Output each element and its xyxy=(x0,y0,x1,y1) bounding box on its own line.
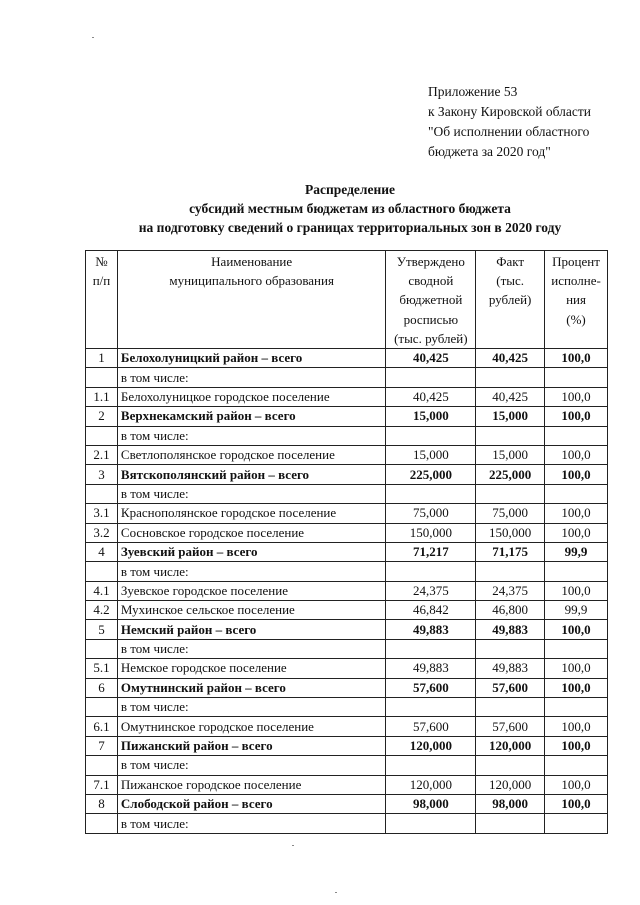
fact-amount: 120,000 xyxy=(476,775,545,794)
table-row xyxy=(86,620,608,639)
subsidy-table xyxy=(85,250,608,834)
row-number: 1.1 xyxy=(86,387,118,406)
municipality-name: Омутнинское городское поселение xyxy=(117,717,386,736)
table-row xyxy=(86,659,608,678)
execution-percent xyxy=(545,426,608,445)
municipality-name: Немский район – всего xyxy=(117,620,386,639)
fact-amount: 15,000 xyxy=(476,445,545,464)
municipality-name: Белохолуницкий район – всего xyxy=(117,349,386,368)
fact-amount xyxy=(476,562,545,581)
table-row xyxy=(86,542,608,561)
approved-amount: 40,425 xyxy=(386,387,476,406)
fact-amount xyxy=(476,698,545,717)
row-number xyxy=(86,698,118,717)
scan-speck xyxy=(335,892,337,893)
execution-percent: 100,0 xyxy=(545,349,608,368)
approved-amount: 49,883 xyxy=(386,620,476,639)
table-row xyxy=(86,445,608,464)
fact-amount: 57,600 xyxy=(476,717,545,736)
execution-percent: 100,0 xyxy=(545,445,608,464)
municipality-name: Пижанское городское поселение xyxy=(117,775,386,794)
title-line: Распределение xyxy=(304,182,396,197)
approved-amount xyxy=(386,698,476,717)
table-header-row xyxy=(86,251,608,349)
row-number: 5.1 xyxy=(86,659,118,678)
approved-amount: 15,000 xyxy=(386,445,476,464)
municipality-name: в том числе: xyxy=(117,814,386,833)
row-number xyxy=(86,368,118,387)
row-number xyxy=(86,814,118,833)
fact-amount: 150,000 xyxy=(476,523,545,542)
fact-amount xyxy=(476,639,545,658)
approved-amount: 57,600 xyxy=(386,717,476,736)
table-row xyxy=(86,717,608,736)
approved-amount xyxy=(386,426,476,445)
execution-percent xyxy=(545,698,608,717)
row-number: 2.1 xyxy=(86,445,118,464)
table-row xyxy=(86,407,608,426)
municipality-name: Сосновское городское поселение xyxy=(117,523,386,542)
approved-amount: 225,000 xyxy=(386,465,476,484)
table-row xyxy=(86,795,608,814)
title-line: субсидий местным бюджетам из областного бюджета xyxy=(189,201,511,216)
table-row xyxy=(86,639,608,658)
fact-amount xyxy=(476,426,545,445)
header-percent: Процент исполне- ния (%) xyxy=(545,251,608,349)
execution-percent: 100,0 xyxy=(545,620,608,639)
scan-speck xyxy=(292,845,294,846)
approved-amount: 120,000 xyxy=(386,775,476,794)
approved-amount xyxy=(386,639,476,658)
table-row xyxy=(86,465,608,484)
table-row xyxy=(86,387,608,406)
table-row xyxy=(86,736,608,755)
execution-percent: 100,0 xyxy=(545,581,608,600)
table-row xyxy=(86,426,608,445)
scan-speck xyxy=(92,37,94,38)
municipality-name: Зуевский район – всего xyxy=(117,542,386,561)
execution-percent xyxy=(545,814,608,833)
fact-amount xyxy=(476,368,545,387)
row-number: 7 xyxy=(86,736,118,755)
approved-amount: 57,600 xyxy=(386,678,476,697)
fact-amount: 75,000 xyxy=(476,504,545,523)
approved-amount xyxy=(386,562,476,581)
header-number: № п/п xyxy=(86,251,118,349)
municipality-name: Вятскополянский район – всего xyxy=(117,465,386,484)
table-row xyxy=(86,601,608,620)
municipality-name: в том числе: xyxy=(117,698,386,717)
approved-amount: 46,842 xyxy=(386,601,476,620)
municipality-name: Верхнекамский район – всего xyxy=(117,407,386,426)
fact-amount: 49,883 xyxy=(476,659,545,678)
execution-percent: 100,0 xyxy=(545,775,608,794)
row-number: 3.1 xyxy=(86,504,118,523)
municipality-name: Краснополянское городское поселение xyxy=(117,504,386,523)
document-title xyxy=(0,180,640,237)
appendix-line: "Об исполнении областного xyxy=(428,124,590,139)
municipality-name: в том числе: xyxy=(117,368,386,387)
row-number xyxy=(86,426,118,445)
row-number xyxy=(86,562,118,581)
execution-percent xyxy=(545,639,608,658)
municipality-name: Омутнинский район – всего xyxy=(117,678,386,697)
row-number: 3.2 xyxy=(86,523,118,542)
fact-amount xyxy=(476,756,545,775)
fact-amount: 24,375 xyxy=(476,581,545,600)
execution-percent xyxy=(545,484,608,503)
table-row xyxy=(86,756,608,775)
row-number xyxy=(86,484,118,503)
execution-percent xyxy=(545,756,608,775)
municipality-name: Мухинское сельское поселение xyxy=(117,601,386,620)
municipality-name: в том числе: xyxy=(117,484,386,503)
municipality-name: Светлополянское городское поселение xyxy=(117,445,386,464)
municipality-name: в том числе: xyxy=(117,426,386,445)
row-number: 8 xyxy=(86,795,118,814)
table-row xyxy=(86,504,608,523)
execution-percent: 100,0 xyxy=(545,465,608,484)
row-number: 5 xyxy=(86,620,118,639)
municipality-name: Немское городское поселение xyxy=(117,659,386,678)
row-number xyxy=(86,756,118,775)
title-line: на подготовку сведений о границах территориальных зон в 2020 году xyxy=(138,220,562,235)
appendix-line: к Закону Кировской области xyxy=(428,104,592,119)
approved-amount: 24,375 xyxy=(386,581,476,600)
execution-percent xyxy=(545,368,608,387)
row-number: 4.1 xyxy=(86,581,118,600)
row-number: 6.1 xyxy=(86,717,118,736)
approved-amount: 15,000 xyxy=(386,407,476,426)
table-row xyxy=(86,698,608,717)
approved-amount xyxy=(386,814,476,833)
municipality-name: в том числе: xyxy=(117,639,386,658)
execution-percent: 100,0 xyxy=(545,736,608,755)
fact-amount: 40,425 xyxy=(476,387,545,406)
execution-percent: 100,0 xyxy=(545,678,608,697)
execution-percent: 99,9 xyxy=(545,601,608,620)
execution-percent: 99,9 xyxy=(545,542,608,561)
approved-amount: 40,425 xyxy=(386,349,476,368)
execution-percent: 100,0 xyxy=(545,659,608,678)
fact-amount: 71,175 xyxy=(476,542,545,561)
fact-amount: 49,883 xyxy=(476,620,545,639)
municipality-name: в том числе: xyxy=(117,562,386,581)
approved-amount: 75,000 xyxy=(386,504,476,523)
execution-percent: 100,0 xyxy=(545,523,608,542)
header-fact: Факт (тыс. рублей) xyxy=(476,251,545,349)
table-row xyxy=(86,678,608,697)
approved-amount: 71,217 xyxy=(386,542,476,561)
row-number: 4 xyxy=(86,542,118,561)
table-row xyxy=(86,814,608,833)
execution-percent: 100,0 xyxy=(545,387,608,406)
appendix-line: Приложение 53 xyxy=(428,84,518,99)
table-row xyxy=(86,562,608,581)
fact-amount: 57,600 xyxy=(476,678,545,697)
execution-percent xyxy=(545,562,608,581)
table-row xyxy=(86,368,608,387)
fact-amount: 15,000 xyxy=(476,407,545,426)
approved-amount xyxy=(386,484,476,503)
row-number: 2 xyxy=(86,407,118,426)
header-name: Наименование муниципального образования xyxy=(117,251,386,349)
row-number xyxy=(86,639,118,658)
fact-amount: 225,000 xyxy=(476,465,545,484)
approved-amount: 120,000 xyxy=(386,736,476,755)
fact-amount: 120,000 xyxy=(476,736,545,755)
approved-amount xyxy=(386,368,476,387)
municipality-name: в том числе: xyxy=(117,756,386,775)
municipality-name: Белохолуницкое городское поселение xyxy=(117,387,386,406)
approved-amount: 49,883 xyxy=(386,659,476,678)
row-number: 3 xyxy=(86,465,118,484)
fact-amount xyxy=(476,484,545,503)
row-number: 6 xyxy=(86,678,118,697)
municipality-name: Зуевское городское поселение xyxy=(117,581,386,600)
row-number: 4.2 xyxy=(86,601,118,620)
approved-amount xyxy=(386,756,476,775)
municipality-name: Пижанский район – всего xyxy=(117,736,386,755)
municipality-name: Слободской район – всего xyxy=(117,795,386,814)
table-row xyxy=(86,349,608,368)
execution-percent: 100,0 xyxy=(545,407,608,426)
execution-percent: 100,0 xyxy=(545,717,608,736)
appendix-line: бюджета за 2020 год" xyxy=(428,144,551,159)
appendix-note xyxy=(428,82,628,162)
fact-amount: 98,000 xyxy=(476,795,545,814)
table-row xyxy=(86,523,608,542)
approved-amount: 150,000 xyxy=(386,523,476,542)
table-row xyxy=(86,484,608,503)
execution-percent: 100,0 xyxy=(545,504,608,523)
approved-amount: 98,000 xyxy=(386,795,476,814)
table-row xyxy=(86,775,608,794)
row-number: 1 xyxy=(86,349,118,368)
fact-amount: 46,800 xyxy=(476,601,545,620)
header-approved: Утверждено сводной бюджетной росписью (тыс. рублей) xyxy=(386,251,476,349)
fact-amount xyxy=(476,814,545,833)
execution-percent: 100,0 xyxy=(545,795,608,814)
table-row xyxy=(86,581,608,600)
row-number: 7.1 xyxy=(86,775,118,794)
fact-amount: 40,425 xyxy=(476,349,545,368)
